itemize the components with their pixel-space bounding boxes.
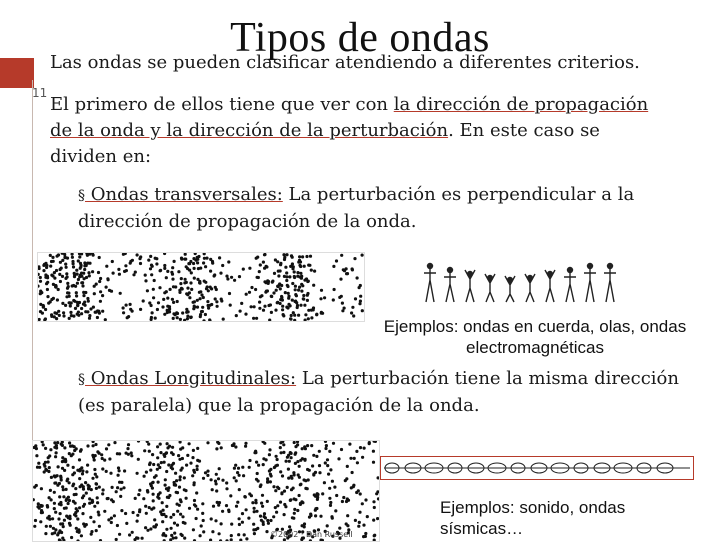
para-prefix: El primero de ellos tiene que ver con (50, 94, 394, 115)
example-transversal: Ejemplos: ondas en cuerda, olas, ondas electromagnéticas (383, 317, 687, 357)
para-suffix: . En este caso se dividen en: (50, 120, 600, 167)
slide-number: 11 (32, 86, 48, 100)
bullet-text: La perturbación es perpendicular a la dirección de propagación de la onda. (78, 184, 635, 232)
stadium-wave-figures (420, 256, 630, 304)
transverse-wave-image (37, 252, 365, 322)
para-underlined: la dirección de propagación de la onda y la dirección de la perturbación (50, 94, 649, 141)
example-longitudinal: Ejemplos: sonido, ondas sísmicas… (440, 498, 626, 538)
slide-title: Tipos de ondas (230, 15, 490, 61)
bullet-marker: § (78, 372, 85, 388)
bullet-marker: § (78, 188, 85, 204)
accent-corner-tab (0, 58, 34, 88)
bullet-term: Ondas Longitudinales: (85, 368, 297, 389)
paragraph-criteria (50, 92, 670, 170)
bullet-term: Ondas transversales: (85, 184, 283, 205)
bullet-transversal (78, 182, 704, 235)
longitudinal-wave-image (32, 440, 380, 542)
intro-text: Las ondas se pueden clasificar atendiendo a diferentes criterios. (50, 52, 640, 73)
spring-coil-image (380, 456, 694, 480)
bullet-longitudinal (78, 366, 704, 419)
bullet-text: La perturbación tiene la misma dirección (es paralela) que la propagación de la onda. (78, 368, 679, 416)
image-credit: ©2002 · Dan Russell (270, 530, 353, 539)
